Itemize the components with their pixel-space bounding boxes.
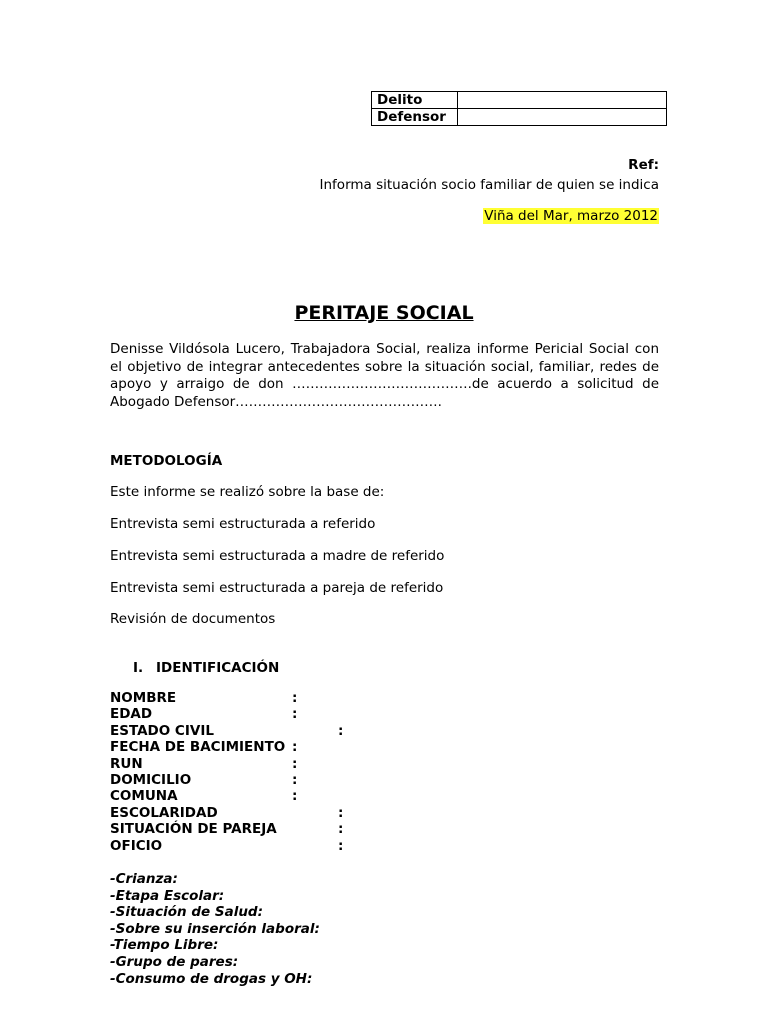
- field-colon: :: [292, 771, 298, 788]
- field-label-address: DOMICILIO: [110, 771, 192, 788]
- field-colon: :: [292, 739, 298, 756]
- field-colon: :: [338, 722, 344, 739]
- intro-paragraph: Denisse Vildósola Lucero, Trabajadora Social, realiza informe Pericial Social con el objetivo de integrar antecedentes sobre la situación social, familiar, redes de apoyo y arraigo de don ………………………………….de acuerdo a solicitud de Abogado Defensor……………………………………….: [110, 341, 659, 410]
- document-title: PERITAJE SOCIAL: [294, 302, 474, 324]
- field-row: [110, 706, 298, 723]
- field-label-occupation: OFICIO: [110, 837, 163, 854]
- crime-value: [458, 92, 667, 109]
- field-label-name: NOMBRE: [110, 690, 177, 706]
- topic-free-time: -Tiempo Libre:: [110, 937, 219, 954]
- field-colon: :: [292, 706, 298, 723]
- identification-heading: [133, 660, 279, 676]
- field-label-commune: COMUNA: [110, 788, 178, 805]
- field-row: [110, 804, 344, 821]
- crime-label: Delito: [372, 92, 458, 109]
- topic-health: -Situación de Salud:: [110, 904, 263, 921]
- section-title: IDENTIFICACIÓN: [156, 660, 280, 676]
- field-colon: :: [338, 804, 344, 821]
- place-date: Viña del Mar, marzo 2012: [484, 208, 658, 224]
- field-label-civil-status: ESTADO CIVIL: [110, 722, 214, 739]
- topic-upbringing: -Crianza:: [110, 871, 178, 887]
- field-label-partner-status: SITUACIÓN DE PAREJA: [110, 821, 277, 838]
- field-colon: :: [338, 821, 344, 838]
- topic-drug-use: -Consumo de drogas y OH:: [110, 970, 313, 987]
- field-label-schooling: ESCOLARIDAD: [110, 804, 218, 821]
- defender-label: Defensor: [372, 109, 458, 126]
- identification-fields: [110, 690, 344, 854]
- field-row: [110, 722, 344, 739]
- reference-label: Ref:: [628, 157, 659, 173]
- methodology-line: Revisión de documentos: [110, 611, 276, 627]
- methodology-heading: METODOLOGÍA: [110, 453, 223, 469]
- topic-peer-group: -Grupo de pares:: [110, 953, 239, 970]
- section-number: I.: [133, 660, 144, 676]
- topics-list: [110, 871, 320, 987]
- field-colon: :: [292, 755, 298, 772]
- field-row: [110, 739, 298, 756]
- topic-employment: -Sobre su inserción laboral:: [110, 920, 320, 937]
- defender-value: [458, 109, 667, 126]
- field-row: [110, 837, 344, 854]
- field-colon: :: [338, 837, 344, 854]
- case-info-table: [371, 91, 667, 126]
- field-colon: :: [292, 788, 298, 805]
- methodology-line: Entrevista semi estructurada a pareja de referido: [110, 580, 444, 596]
- table-row: [372, 109, 667, 126]
- reference-text: Informa situación socio familiar de quien se indica: [319, 177, 659, 193]
- field-row: [110, 771, 298, 788]
- field-label-birth-date: FECHA DE BACIMIENTO: [110, 739, 286, 756]
- field-label-age: EDAD: [110, 706, 153, 723]
- field-row: [110, 690, 298, 706]
- methodology-line: Este informe se realizó sobre la base de:: [110, 484, 385, 500]
- field-colon: :: [292, 690, 298, 706]
- topic-school-stage: -Etapa Escolar:: [110, 887, 225, 904]
- methodology-line: Entrevista semi estructurada a madre de referido: [110, 548, 445, 564]
- field-row: [110, 755, 298, 772]
- field-row: [110, 788, 298, 805]
- field-row: [110, 821, 344, 838]
- table-row: [372, 92, 667, 109]
- field-label-run: RUN: [110, 755, 143, 772]
- methodology-line: Entrevista semi estructurada a referido: [110, 516, 376, 532]
